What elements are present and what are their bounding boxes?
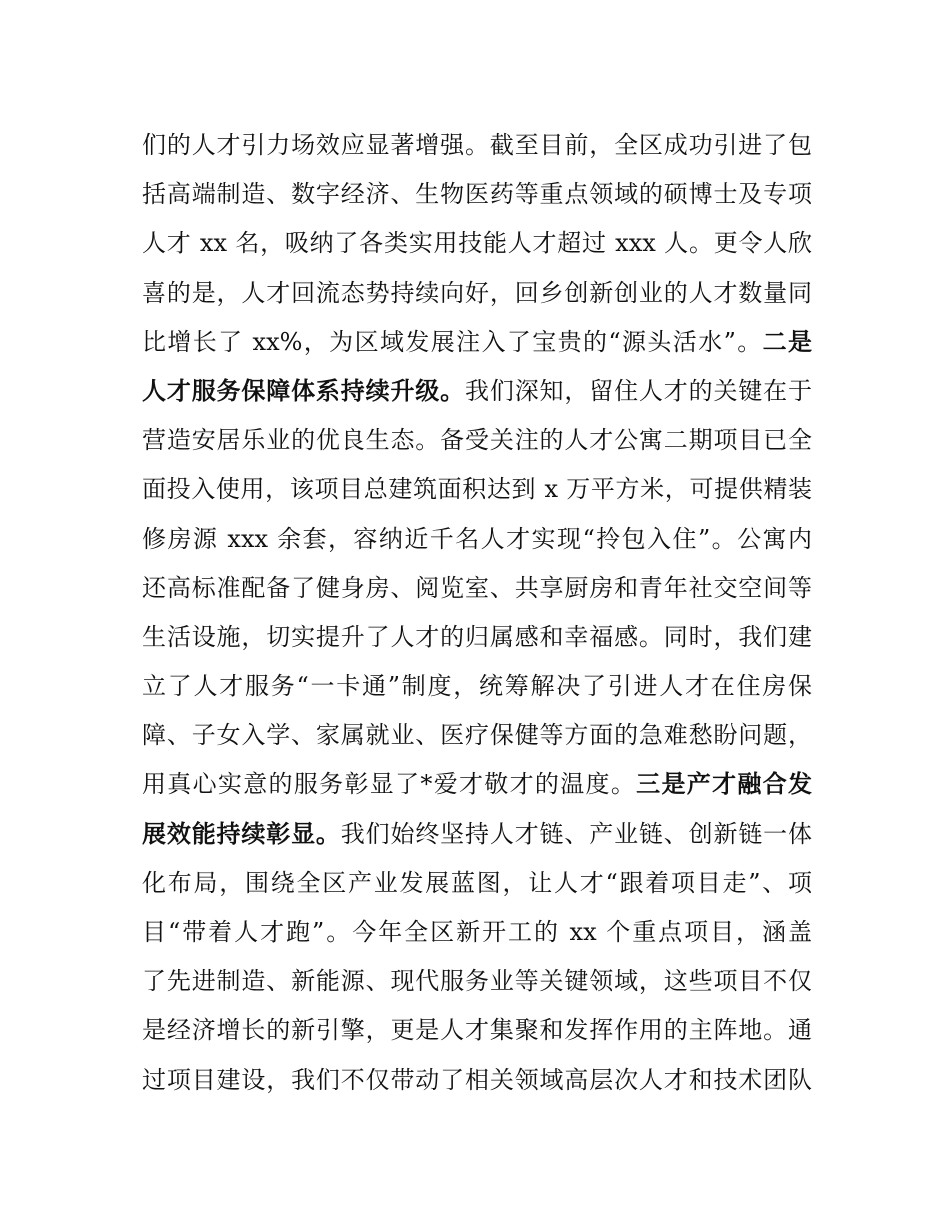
text-line xyxy=(142,170,812,219)
text-line xyxy=(142,957,812,1006)
paragraph-text: 比增长了 xx%，为区域发展注入了宝贵的“源头活水”。 xyxy=(142,327,763,356)
paragraph-text: 面投入使用，该项目总建筑面积达到 x 万平方米，可提供精装 xyxy=(142,475,812,504)
paragraph-text: 喜的是，人才回流态势持续向好，回乡创新创业的人才数量同 xyxy=(142,278,812,307)
text-line xyxy=(142,269,812,318)
text-line xyxy=(142,219,812,268)
paragraph-text: 人才 xx 名，吸纳了各类实用技能人才超过 xxx 人。更令人欣 xyxy=(142,229,812,258)
text-line xyxy=(142,121,812,170)
paragraph-text: 还高标准配备了健身房、阅览室、共享厨房和青年社交空间等 xyxy=(142,573,812,602)
paragraph-text: 目“带着人才跑”。今年全区新开工的 xx 个重点项目，涵盖 xyxy=(142,918,812,946)
text-line xyxy=(142,859,812,908)
paragraph-text: 括高端制造、数字经济、生物医药等重点领域的硕博士及专项 xyxy=(142,180,812,209)
text-line xyxy=(142,810,812,859)
paragraph-text: 修房源 xxx 余套，容纳近千名人才实现“拎包入住”。公寓内 xyxy=(142,524,812,553)
text-line xyxy=(142,1006,812,1055)
text-line xyxy=(142,564,812,613)
text-line xyxy=(142,318,812,367)
text-line xyxy=(142,367,812,416)
paragraph-text: 用真心实意的服务彰显了*爱才敬才的温度。 xyxy=(142,770,637,799)
paragraph-text: 我们始终坚持人才链、产业链、创新链一体 xyxy=(340,819,813,848)
text-line xyxy=(142,711,812,760)
bold-heading-text: 三是产才融合发 xyxy=(636,770,813,799)
text-line xyxy=(142,416,812,465)
text-line xyxy=(142,515,812,564)
text-line xyxy=(142,760,812,809)
paragraph-text: 过项目建设，我们不仅带动了相关领域高层次人才和技术团队 xyxy=(142,1065,812,1094)
text-line xyxy=(142,662,812,711)
text-line xyxy=(142,613,812,662)
text-line xyxy=(142,908,812,957)
paragraph-text: 营造安居乐业的优良生态。备受关注的人才公寓二期项目已全 xyxy=(142,426,812,455)
paragraph-text: 生活设施，切实提升了人才的归属感和幸福感。同时，我们建 xyxy=(142,622,812,651)
paragraph-text: 我们深知，留住人才的关键在于 xyxy=(465,376,812,405)
paragraph-text: 是经济增长的新引擎，更是人才集聚和发挥作用的主阵地。通 xyxy=(142,1016,812,1045)
paragraph-text: 了先进制造、新能源、现代服务业等关键领域，这些项目不仅 xyxy=(142,967,812,996)
body-text xyxy=(142,121,812,1105)
text-line xyxy=(142,465,812,514)
paragraph-text: 化布局，围绕全区产业发展蓝图，让人才“跟着项目走”、项 xyxy=(142,868,812,897)
paragraph-text: 们的人才引力场效应显著增强。截至目前，全区成功引进了包 xyxy=(142,131,812,159)
paragraph-text: 立了人才服务“一卡通”制度，统筹解决了引进人才在住房保 xyxy=(142,672,812,701)
bold-heading-text: 展效能持续彰显。 xyxy=(142,819,341,848)
bold-heading-text: 二是 xyxy=(762,327,813,356)
bold-heading-text: 人才服务保障体系持续升级。 xyxy=(142,376,465,405)
paragraph-text: 障、子女入学、家属就业、医疗保健等方面的急难愁盼问题， xyxy=(142,721,812,750)
text-line xyxy=(142,1056,812,1105)
